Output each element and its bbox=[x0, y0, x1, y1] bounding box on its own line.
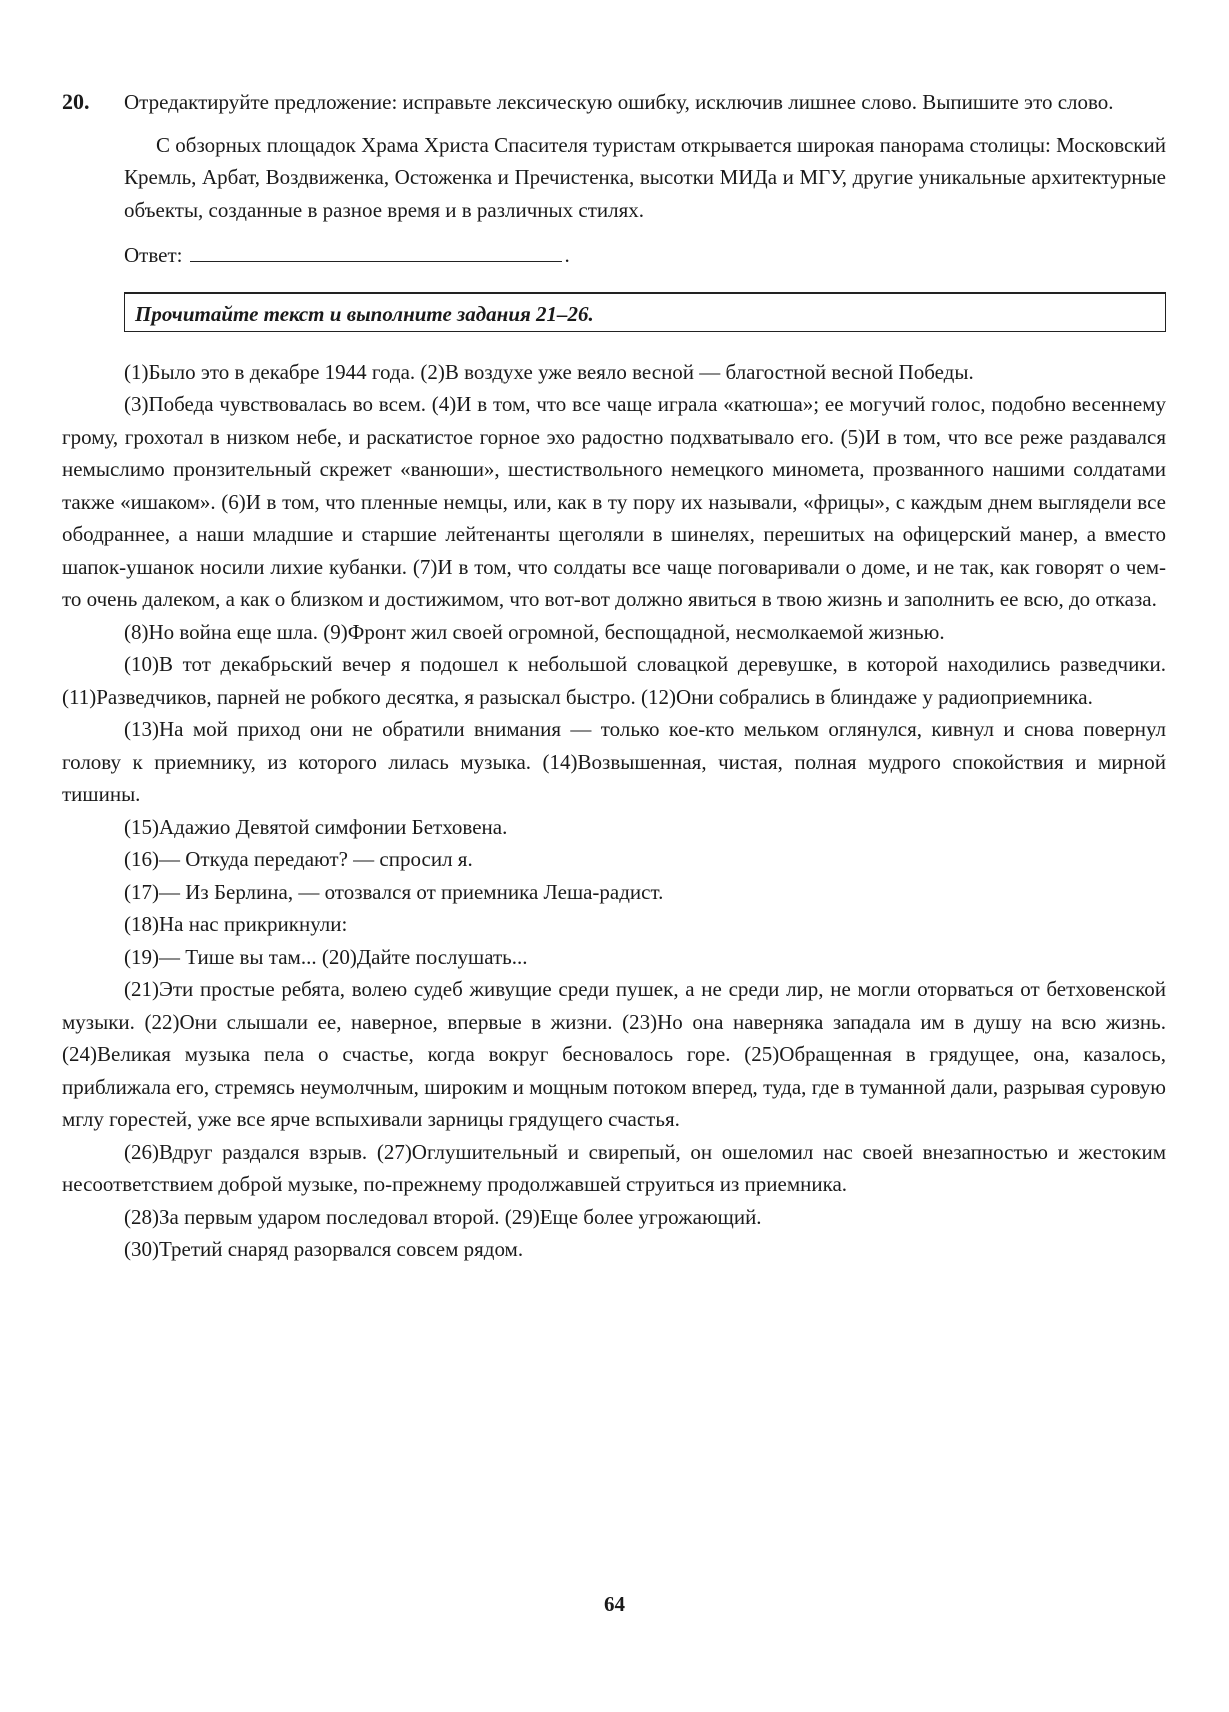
passage-paragraph: (21)Эти простые ребята, волею судеб живущие среди пушек, а не среди лир, не могли оторваться от бетховенской музыки. (22)Они слышали ее, наверное, впервые в жизни. (23)Но она наверняка западала им в душу на всю жизнь. (24)Великая музыка пела о счастье, когда вокруг бесновалось горе. (25)Обращенная в грядущее, она, казалось, приближала его, стремясь неумолчным, широким и мощным потоком вперед, туда, где в туманной дали, разрывая суровую мглу горестей, уже все ярче вспыхивали зарницы грядущего счастья. bbox=[62, 977, 1166, 1131]
passage-paragraph: (30)Третий снаряд разорвался совсем рядом. bbox=[124, 1237, 524, 1261]
passage-paragraph: (16)— Откуда передают? — спросил я. bbox=[124, 847, 473, 871]
passage-paragraph: (26)Вдруг раздался взрыв. (27)Оглушительный и свирепый, он ошеломил нас своей внезапностью и жестоким несоответствием доброй музыке, по-прежнему продолжавшей струиться из приемника. bbox=[62, 1139, 1166, 1196]
task-number: 20. bbox=[62, 89, 90, 114]
passage-paragraph: (1)Было это в декабре 1944 года. (2)В воздухе уже веяло весной — благостной весной Победы. bbox=[124, 359, 974, 384]
task-20 bbox=[62, 86, 1166, 272]
task-sentence: С обзорных площадок Храма Христа Спасителя туристам открывается широкая панорама столицы: Московский Кремль, Арбат, Воздвиженка, Остоженка и Пречистенка, высотки МИДа и МГУ, другие уникальные архитектурные объекты, созданные в разное время и в различных стилях. bbox=[124, 132, 1166, 222]
passage-paragraph: (28)За первым ударом последовал второй. (29)Еще более угрожающий. bbox=[124, 1204, 762, 1229]
passage-paragraph: (15)Адажио Девятой симфонии Бетховена. bbox=[124, 814, 508, 839]
passage-paragraph: (13)На мой приход они не обратили внимания — только кое-кто мельком оглянулся, кивнул и снова повернул голову к приемнику, из которого лилась музыка. (14)Возвышенная, чистая, полная мудрого спокойствия и мирной тишины. bbox=[62, 717, 1166, 806]
task-instruction: Отредактируйте предложение: исправьте лексическую ошибку, исключив лишнее слово. Выпишите это слово. bbox=[124, 90, 1114, 114]
passage-paragraph: (8)Но война еще шла. (9)Фронт жил своей огромной, беспощадной, несмолкаемой жизнью. bbox=[124, 619, 945, 644]
passage-paragraph: (17)— Из Берлина, — отозвался от приемника Леша-радист. bbox=[124, 879, 664, 904]
answer-row bbox=[124, 236, 1166, 272]
reading-instruction-box: Прочитайте текст и выполните задания 21–26. bbox=[124, 292, 1166, 332]
passage-paragraph: (3)Победа чувствовалась во всем. (4)И в том, что все чаще играла «катюша»; ее могучий голос, подобно весеннему грому, грохотал в низком небе, и раскатистое горное эхо радостно подхватывало его. (5)И в том, что все реже раздавался немыслимо пронзительный скрежет «ванюши», шестиствольного немецкого миномета, прозванного нашими солдатами также «ишаком». (6)И в том, что пленные немцы, или, как в ту пору их называли, «фрицы», с каждым днем выглядели все ободраннее, а наши младшие и старшие лейтенанты щеголяли в шинелях, перешитых на офицерский манер, а вместо шапок-ушанок носили лихие кубанки. (7)И в том, что солдаты все чаще поговаривали о доме, и не так, как говорят о чем-то очень далеком, а как о близком и достижимом, что вот-вот должно явиться в твою жизнь и заполнить ее всю, до отказа. bbox=[62, 392, 1166, 611]
answer-dot: . bbox=[564, 243, 570, 267]
page-number: 64 bbox=[604, 1592, 625, 1616]
reading-passage bbox=[62, 356, 1166, 1266]
answer-field[interactable] bbox=[190, 239, 562, 262]
passage-paragraph: (18)На нас прикрикнули: bbox=[124, 912, 348, 936]
answer-label: Ответ: bbox=[124, 243, 183, 267]
page-content bbox=[62, 86, 1166, 1266]
passage-paragraph: (10)В тот декабрьский вечер я подошел к небольшой словацкой деревушке, в которой находились разведчики. (11)Разведчиков, парней не робкого десятка, я разыскал быстро. (12)Они собрались в блиндаже у радиоприемника. bbox=[62, 652, 1166, 709]
passage-paragraph: (19)— Тише вы там... (20)Дайте послушать... bbox=[124, 944, 528, 969]
